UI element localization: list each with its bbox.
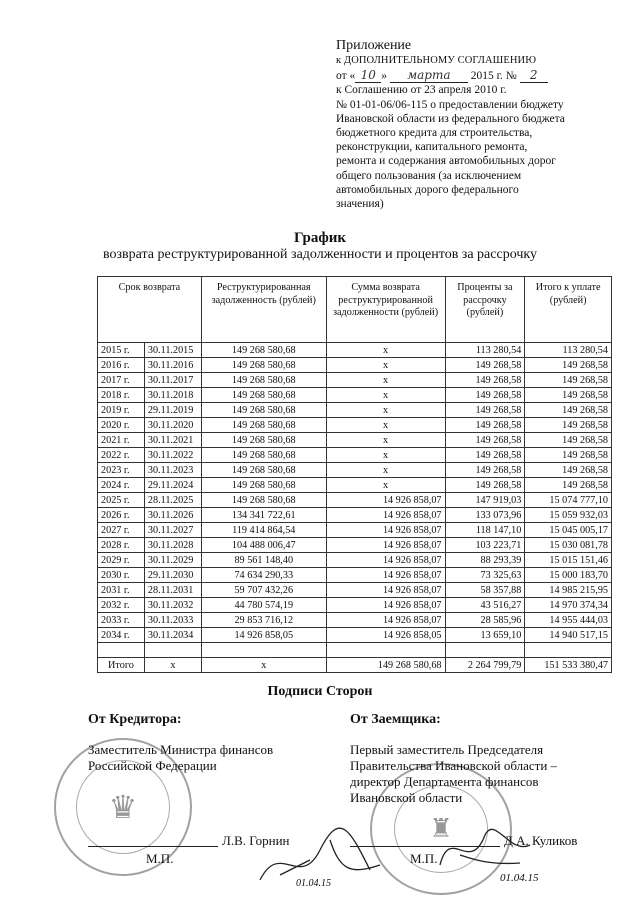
cell-repay: 14 926 858,05 (326, 628, 445, 643)
cell-date: 30.11.2018 (144, 388, 201, 403)
cell-interest: 147 919,03 (445, 493, 525, 508)
appendix-line: общего пользования (за исключением (336, 169, 522, 182)
cell-year: 2033 г. (98, 613, 145, 628)
date-day: 10 (355, 68, 381, 83)
total-label: Итого (98, 658, 145, 673)
header-interest: Проценты за рассрочку (рублей) (445, 277, 525, 343)
cell-debt: 149 268 580,68 (201, 433, 326, 448)
appendix-line: бюджетного кредита для строительства, (336, 127, 533, 140)
cell-interest: 28 585,96 (445, 613, 525, 628)
header-term: Срок возврата (98, 277, 202, 343)
table-row (98, 568, 612, 583)
total-debt: х (201, 658, 326, 673)
cell-interest: 149 268,58 (445, 373, 525, 388)
cell-year: 2028 г. (98, 538, 145, 553)
cell-total: 149 268,58 (525, 463, 612, 478)
header-debt: Реструктурированная задолженность (рублей) (201, 277, 326, 343)
table-row (98, 478, 612, 493)
creditor-handwritten-date: 01.04.15 (296, 878, 331, 889)
appendix-line: автомобильных дорого федерального (336, 183, 519, 196)
cell-debt: 14 926 858,05 (201, 628, 326, 643)
cell-year: 2024 г. (98, 478, 145, 493)
cell-interest: 133 073,96 (445, 508, 525, 523)
cell-total: 149 268,58 (525, 358, 612, 373)
cell-interest: 149 268,58 (445, 433, 525, 448)
cell-repay: х (326, 358, 445, 373)
signatures-title: Подписи Сторон (267, 684, 373, 699)
creditor-mp: М.П. (146, 851, 174, 866)
table-row (98, 448, 612, 463)
borrower-position-line: Ивановской области (350, 790, 463, 805)
table-row (98, 403, 612, 418)
cell-year: 2021 г. (98, 433, 145, 448)
cell-date: 29.11.2024 (144, 478, 201, 493)
cell-total: 149 268,58 (525, 433, 612, 448)
cell-total: 149 268,58 (525, 403, 612, 418)
cell-repay: 14 926 858,07 (326, 598, 445, 613)
cell-interest: 58 357,88 (445, 583, 525, 598)
table-row (98, 628, 612, 643)
cell-year: 2026 г. (98, 508, 145, 523)
cell-interest: 149 268,58 (445, 403, 525, 418)
cell-year: 2031 г. (98, 583, 145, 598)
creditor-signature-line (88, 846, 218, 847)
cell-interest: 103 223,71 (445, 538, 525, 553)
total-repay: 149 268 580,68 (326, 658, 445, 673)
date-mid: » (381, 70, 387, 83)
agreement-number: 2 (520, 68, 548, 83)
cell-date: 30.11.2026 (144, 508, 201, 523)
cell-year: 2016 г. (98, 358, 145, 373)
cell-debt: 149 268 580,68 (201, 418, 326, 433)
cell-total: 15 030 081,78 (525, 538, 612, 553)
cell-year: 2015 г. (98, 343, 145, 358)
cell-repay: 14 926 858,07 (326, 493, 445, 508)
cell-debt: 149 268 580,68 (201, 373, 326, 388)
cell-total: 15 000 183,70 (525, 568, 612, 583)
cell-debt: 149 268 580,68 (201, 478, 326, 493)
table-row (98, 418, 612, 433)
table-row (98, 463, 612, 478)
cell-date: 29.11.2019 (144, 403, 201, 418)
total-total: 151 533 380,47 (525, 658, 612, 673)
borrower-position-line: Первый заместитель Председателя (350, 742, 544, 757)
cell-total: 149 268,58 (525, 448, 612, 463)
table-row (98, 538, 612, 553)
cell-date: 28.11.2031 (144, 583, 201, 598)
table-total-row (98, 658, 612, 673)
cell-interest: 149 268,58 (445, 358, 525, 373)
appendix-date-line (336, 68, 626, 83)
emblem-icon: ♜ (429, 814, 453, 843)
cell-debt: 149 268 580,68 (201, 463, 326, 478)
cell-date: 30.11.2023 (144, 463, 201, 478)
appendix-line: № 01-01-06/06-115 о предоставлении бюджету (336, 98, 564, 111)
cell-repay: х (326, 478, 445, 493)
table-body (98, 343, 612, 643)
table-row (98, 343, 612, 358)
cell-date: 30.11.2016 (144, 358, 201, 373)
cell-debt: 74 634 290,33 (201, 568, 326, 583)
cell-total: 15 074 777,10 (525, 493, 612, 508)
cell-debt: 149 268 580,68 (201, 493, 326, 508)
cell-year: 2020 г. (98, 418, 145, 433)
cell-year: 2023 г. (98, 463, 145, 478)
table-header-row (98, 277, 612, 343)
creditor-position-line: Российской Федерации (88, 758, 217, 773)
appendix-line: реконструкции, капитального ремонта, (336, 141, 528, 154)
borrower-position-line: Правительства Ивановской области – (350, 758, 558, 773)
borrower-party: От Заемщика: (350, 712, 441, 727)
appendix-line: к Соглашению от 23 апреля 2010 г. (336, 84, 507, 97)
appendix-line: ремонта и содержания автомобильных дорог (336, 155, 556, 168)
cell-repay: х (326, 403, 445, 418)
cell-debt: 149 268 580,68 (201, 403, 326, 418)
cell-repay: 14 926 858,07 (326, 583, 445, 598)
table-row (98, 523, 612, 538)
cell-repay: х (326, 343, 445, 358)
cell-repay: х (326, 388, 445, 403)
table-spacer-row (98, 643, 612, 658)
cell-date: 30.11.2033 (144, 613, 201, 628)
cell-total: 15 059 932,03 (525, 508, 612, 523)
cell-debt: 149 268 580,68 (201, 448, 326, 463)
cell-date: 30.11.2027 (144, 523, 201, 538)
cell-debt: 149 268 580,68 (201, 358, 326, 373)
cell-year: 2034 г. (98, 628, 145, 643)
cell-date: 30.11.2017 (144, 373, 201, 388)
cell-repay: х (326, 433, 445, 448)
table-row (98, 358, 612, 373)
table-row (98, 433, 612, 448)
borrower-name: Д.А. Куликов (504, 833, 578, 848)
cell-interest: 149 268,58 (445, 448, 525, 463)
cell-repay: 14 926 858,07 (326, 523, 445, 538)
schedule-title: График (293, 230, 347, 246)
cell-total: 149 268,58 (525, 388, 612, 403)
cell-debt: 104 488 006,47 (201, 538, 326, 553)
cell-debt: 149 268 580,68 (201, 343, 326, 358)
cell-year: 2022 г. (98, 448, 145, 463)
cell-date: 30.11.2034 (144, 628, 201, 643)
cell-debt: 59 707 432,26 (201, 583, 326, 598)
cell-interest: 13 659,10 (445, 628, 525, 643)
table-row (98, 373, 612, 388)
total-date: х (144, 658, 201, 673)
cell-date: 30.11.2021 (144, 433, 201, 448)
cell-year: 2019 г. (98, 403, 145, 418)
schedule-subtitle: возврата реструктурированной задолженности и процентов за рассрочку (103, 247, 537, 262)
cell-repay: х (326, 373, 445, 388)
table-row (98, 553, 612, 568)
cell-repay: х (326, 418, 445, 433)
borrower-handwritten-date: 01.04.15 (500, 872, 539, 884)
cell-year: 2032 г. (98, 598, 145, 613)
cell-interest: 149 268,58 (445, 463, 525, 478)
borrower-mp: М.П. (410, 851, 438, 866)
cell-total: 14 940 517,15 (525, 628, 612, 643)
cell-debt: 134 341 722,61 (201, 508, 326, 523)
cell-year: 2027 г. (98, 523, 145, 538)
cell-total: 14 985 215,95 (525, 583, 612, 598)
cell-repay: 14 926 858,07 (326, 613, 445, 628)
cell-debt: 149 268 580,68 (201, 388, 326, 403)
table-row (98, 613, 612, 628)
cell-repay: 14 926 858,07 (326, 553, 445, 568)
cell-interest: 149 268,58 (445, 388, 525, 403)
cell-total: 149 268,58 (525, 418, 612, 433)
cell-date: 30.11.2028 (144, 538, 201, 553)
table-row (98, 598, 612, 613)
table-row (98, 508, 612, 523)
appendix-line: Ивановской области из федерального бюджета (336, 112, 565, 125)
appendix-header (336, 38, 626, 211)
cell-date: 30.11.2020 (144, 418, 201, 433)
cell-debt: 119 414 864,54 (201, 523, 326, 538)
cell-repay: х (326, 448, 445, 463)
total-interest: 2 264 799,79 (445, 658, 525, 673)
cell-year: 2030 г. (98, 568, 145, 583)
cell-date: 30.11.2029 (144, 553, 201, 568)
cell-year: 2025 г. (98, 493, 145, 508)
header-total: Итого к уплате (рублей) (525, 277, 612, 343)
cell-interest: 88 293,39 (445, 553, 525, 568)
table-row (98, 493, 612, 508)
cell-total: 15 015 151,46 (525, 553, 612, 568)
cell-total: 14 970 374,34 (525, 598, 612, 613)
borrower-position-line: директор Департамента финансов (350, 774, 539, 789)
cell-debt: 89 561 148,40 (201, 553, 326, 568)
cell-year: 2017 г. (98, 373, 145, 388)
cell-date: 30.11.2032 (144, 598, 201, 613)
appendix-line: значения) (336, 198, 384, 211)
cell-repay: 14 926 858,07 (326, 568, 445, 583)
cell-total: 149 268,58 (525, 373, 612, 388)
cell-total: 113 280,54 (525, 343, 612, 358)
cell-year: 2018 г. (98, 388, 145, 403)
cell-repay: х (326, 463, 445, 478)
header-repay: Сумма возврата реструктурированной задолженности (рублей) (326, 277, 445, 343)
table-row (98, 388, 612, 403)
cell-debt: 29 853 716,12 (201, 613, 326, 628)
cell-date: 30.11.2015 (144, 343, 201, 358)
cell-interest: 149 268,58 (445, 418, 525, 433)
date-prefix: от « (336, 70, 356, 83)
cell-date: 30.11.2022 (144, 448, 201, 463)
cell-total: 15 045 005,17 (525, 523, 612, 538)
table-row (98, 583, 612, 598)
creditor-name: Л.В. Горнин (222, 833, 290, 848)
cell-date: 28.11.2025 (144, 493, 201, 508)
creditor-position-line: Заместитель Министра финансов (88, 742, 274, 757)
cell-interest: 149 268,58 (445, 478, 525, 493)
cell-interest: 118 147,10 (445, 523, 525, 538)
cell-repay: 14 926 858,07 (326, 538, 445, 553)
cell-date: 29.11.2030 (144, 568, 201, 583)
cell-debt: 44 780 574,19 (201, 598, 326, 613)
cell-interest: 113 280,54 (445, 343, 525, 358)
cell-repay: 14 926 858,07 (326, 508, 445, 523)
cell-interest: 73 325,63 (445, 568, 525, 583)
eagle-emblem-icon: ♛ (108, 789, 138, 825)
cell-total: 14 955 444,03 (525, 613, 612, 628)
schedule-heading (0, 230, 640, 263)
borrower-position (350, 742, 557, 806)
date-year: 2015 г. № (470, 70, 517, 83)
creditor-party: От Кредитора: (88, 712, 182, 727)
cell-year: 2029 г. (98, 553, 145, 568)
appendix-agreement-line: к ДОПОЛНИТЕЛЬНОМУ СОГЛАШЕНИЮ (336, 55, 537, 66)
date-month: марта (390, 68, 468, 83)
cell-interest: 43 516,27 (445, 598, 525, 613)
cell-total: 149 268,58 (525, 478, 612, 493)
creditor-position (88, 742, 273, 774)
repayment-schedule-table (97, 276, 612, 673)
appendix-title: Приложение (336, 38, 412, 53)
